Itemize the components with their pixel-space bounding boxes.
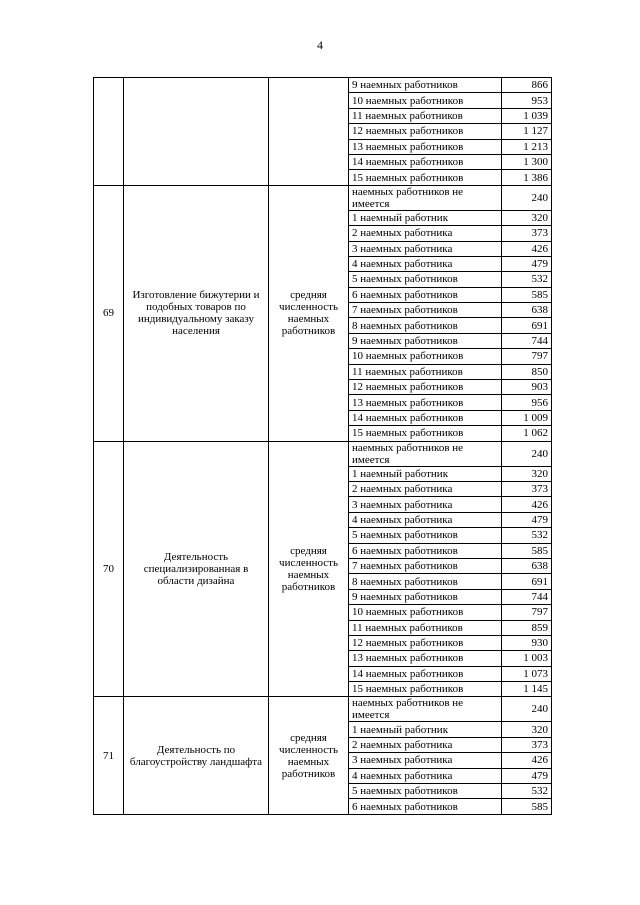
amount-value: 320: [502, 210, 552, 225]
employee-count-label: 11 наемных работников: [349, 364, 502, 379]
tariff-table: [93, 77, 552, 815]
row-number: 71: [94, 697, 124, 814]
employee-count-label: 4 наемных работника: [349, 512, 502, 527]
indicator-name: [269, 78, 349, 186]
amount-value: 1 073: [502, 666, 552, 681]
employee-count-label: 11 наемных работников: [349, 620, 502, 635]
employee-count-label: 14 наемных работников: [349, 410, 502, 425]
amount-value: 1 062: [502, 426, 552, 441]
amount-value: 1 039: [502, 108, 552, 123]
amount-value: 1 009: [502, 410, 552, 425]
amount-value: 850: [502, 364, 552, 379]
employee-count-label: 8 наемных работников: [349, 574, 502, 589]
employee-count-label: 3 наемных работника: [349, 497, 502, 512]
employee-count-label: 6 наемных работников: [349, 543, 502, 558]
employee-count-label: 3 наемных работника: [349, 753, 502, 768]
indicator-name: средняя численность наемных работников: [269, 697, 349, 814]
employee-count-label: 15 наемных работников: [349, 170, 502, 185]
amount-value: 426: [502, 497, 552, 512]
indicator-name: средняя численность наемных работников: [269, 185, 349, 441]
amount-value: 585: [502, 543, 552, 558]
amount-value: 532: [502, 272, 552, 287]
amount-value: 479: [502, 768, 552, 783]
employee-count-label: 15 наемных работников: [349, 426, 502, 441]
employee-count-label: 7 наемных работников: [349, 303, 502, 318]
employee-count-label: 3 наемных работника: [349, 241, 502, 256]
amount-value: 691: [502, 574, 552, 589]
amount-value: 532: [502, 528, 552, 543]
row-number: 69: [94, 185, 124, 441]
employee-count-label: наемных работников не имеется: [349, 441, 502, 466]
amount-value: 240: [502, 697, 552, 722]
activity-name: Деятельность специализированная в области дизайна: [124, 441, 269, 697]
amount-value: 426: [502, 753, 552, 768]
amount-value: 866: [502, 78, 552, 93]
employee-count-label: 6 наемных работников: [349, 287, 502, 302]
row-number: 70: [94, 441, 124, 697]
amount-value: 585: [502, 287, 552, 302]
amount-value: 859: [502, 620, 552, 635]
employee-count-label: 5 наемных работников: [349, 784, 502, 799]
amount-value: 320: [502, 722, 552, 737]
table-row: [94, 78, 552, 93]
amount-value: 240: [502, 185, 552, 210]
amount-value: 930: [502, 635, 552, 650]
employee-count-label: 13 наемных работников: [349, 651, 502, 666]
activity-name: Деятельность по благоустройству ландшафта: [124, 697, 269, 814]
table-row: [94, 697, 552, 722]
amount-value: 585: [502, 799, 552, 814]
table-row: [94, 441, 552, 466]
tariff-table-body: [94, 78, 552, 815]
amount-value: 744: [502, 589, 552, 604]
employee-count-label: 5 наемных работников: [349, 528, 502, 543]
employee-count-label: 9 наемных работников: [349, 589, 502, 604]
amount-value: 903: [502, 380, 552, 395]
indicator-name: средняя численность наемных работников: [269, 441, 349, 697]
employee-count-label: 9 наемных работников: [349, 333, 502, 348]
employee-count-label: 7 наемных работников: [349, 558, 502, 573]
amount-value: 1 145: [502, 682, 552, 697]
employee-count-label: 1 наемный работник: [349, 722, 502, 737]
amount-value: 532: [502, 784, 552, 799]
amount-value: 797: [502, 605, 552, 620]
employee-count-label: 6 наемных работников: [349, 799, 502, 814]
employee-count-label: 10 наемных работников: [349, 93, 502, 108]
employee-count-label: 12 наемных работников: [349, 635, 502, 650]
employee-count-label: 10 наемных работников: [349, 349, 502, 364]
amount-value: 373: [502, 481, 552, 496]
employee-count-label: 1 наемный работник: [349, 210, 502, 225]
amount-value: 797: [502, 349, 552, 364]
employee-count-label: 4 наемных работника: [349, 256, 502, 271]
amount-value: 638: [502, 558, 552, 573]
amount-value: 1 386: [502, 170, 552, 185]
row-number: [94, 78, 124, 186]
employee-count-label: 10 наемных работников: [349, 605, 502, 620]
amount-value: 373: [502, 226, 552, 241]
employee-count-label: 12 наемных работников: [349, 380, 502, 395]
employee-count-label: 14 наемных работников: [349, 154, 502, 169]
table-row: [94, 185, 552, 210]
amount-value: 479: [502, 512, 552, 527]
employee-count-label: 2 наемных работника: [349, 226, 502, 241]
amount-value: 1 300: [502, 154, 552, 169]
amount-value: 956: [502, 395, 552, 410]
amount-value: 691: [502, 318, 552, 333]
employee-count-label: 5 наемных работников: [349, 272, 502, 287]
activity-name: Изготовление бижутерии и подобных товаров по индивидуальному заказу населения: [124, 185, 269, 441]
employee-count-label: 9 наемных работников: [349, 78, 502, 93]
amount-value: 1 127: [502, 124, 552, 139]
employee-count-label: наемных работников не имеется: [349, 697, 502, 722]
amount-value: 1 003: [502, 651, 552, 666]
employee-count-label: 12 наемных работников: [349, 124, 502, 139]
employee-count-label: наемных работников не имеется: [349, 185, 502, 210]
employee-count-label: 1 наемный работник: [349, 466, 502, 481]
employee-count-label: 8 наемных работников: [349, 318, 502, 333]
employee-count-label: 13 наемных работников: [349, 395, 502, 410]
amount-value: 1 213: [502, 139, 552, 154]
employee-count-label: 4 наемных работника: [349, 768, 502, 783]
employee-count-label: 2 наемных работника: [349, 737, 502, 752]
employee-count-label: 13 наемных работников: [349, 139, 502, 154]
employee-count-label: 15 наемных работников: [349, 682, 502, 697]
amount-value: 240: [502, 441, 552, 466]
amount-value: 373: [502, 737, 552, 752]
amount-value: 953: [502, 93, 552, 108]
amount-value: 320: [502, 466, 552, 481]
amount-value: 638: [502, 303, 552, 318]
amount-value: 479: [502, 256, 552, 271]
amount-value: 426: [502, 241, 552, 256]
employee-count-label: 2 наемных работника: [349, 481, 502, 496]
activity-name: [124, 78, 269, 186]
amount-value: 744: [502, 333, 552, 348]
employee-count-label: 11 наемных работников: [349, 108, 502, 123]
page-number: 4: [317, 38, 323, 52]
employee-count-label: 14 наемных работников: [349, 666, 502, 681]
